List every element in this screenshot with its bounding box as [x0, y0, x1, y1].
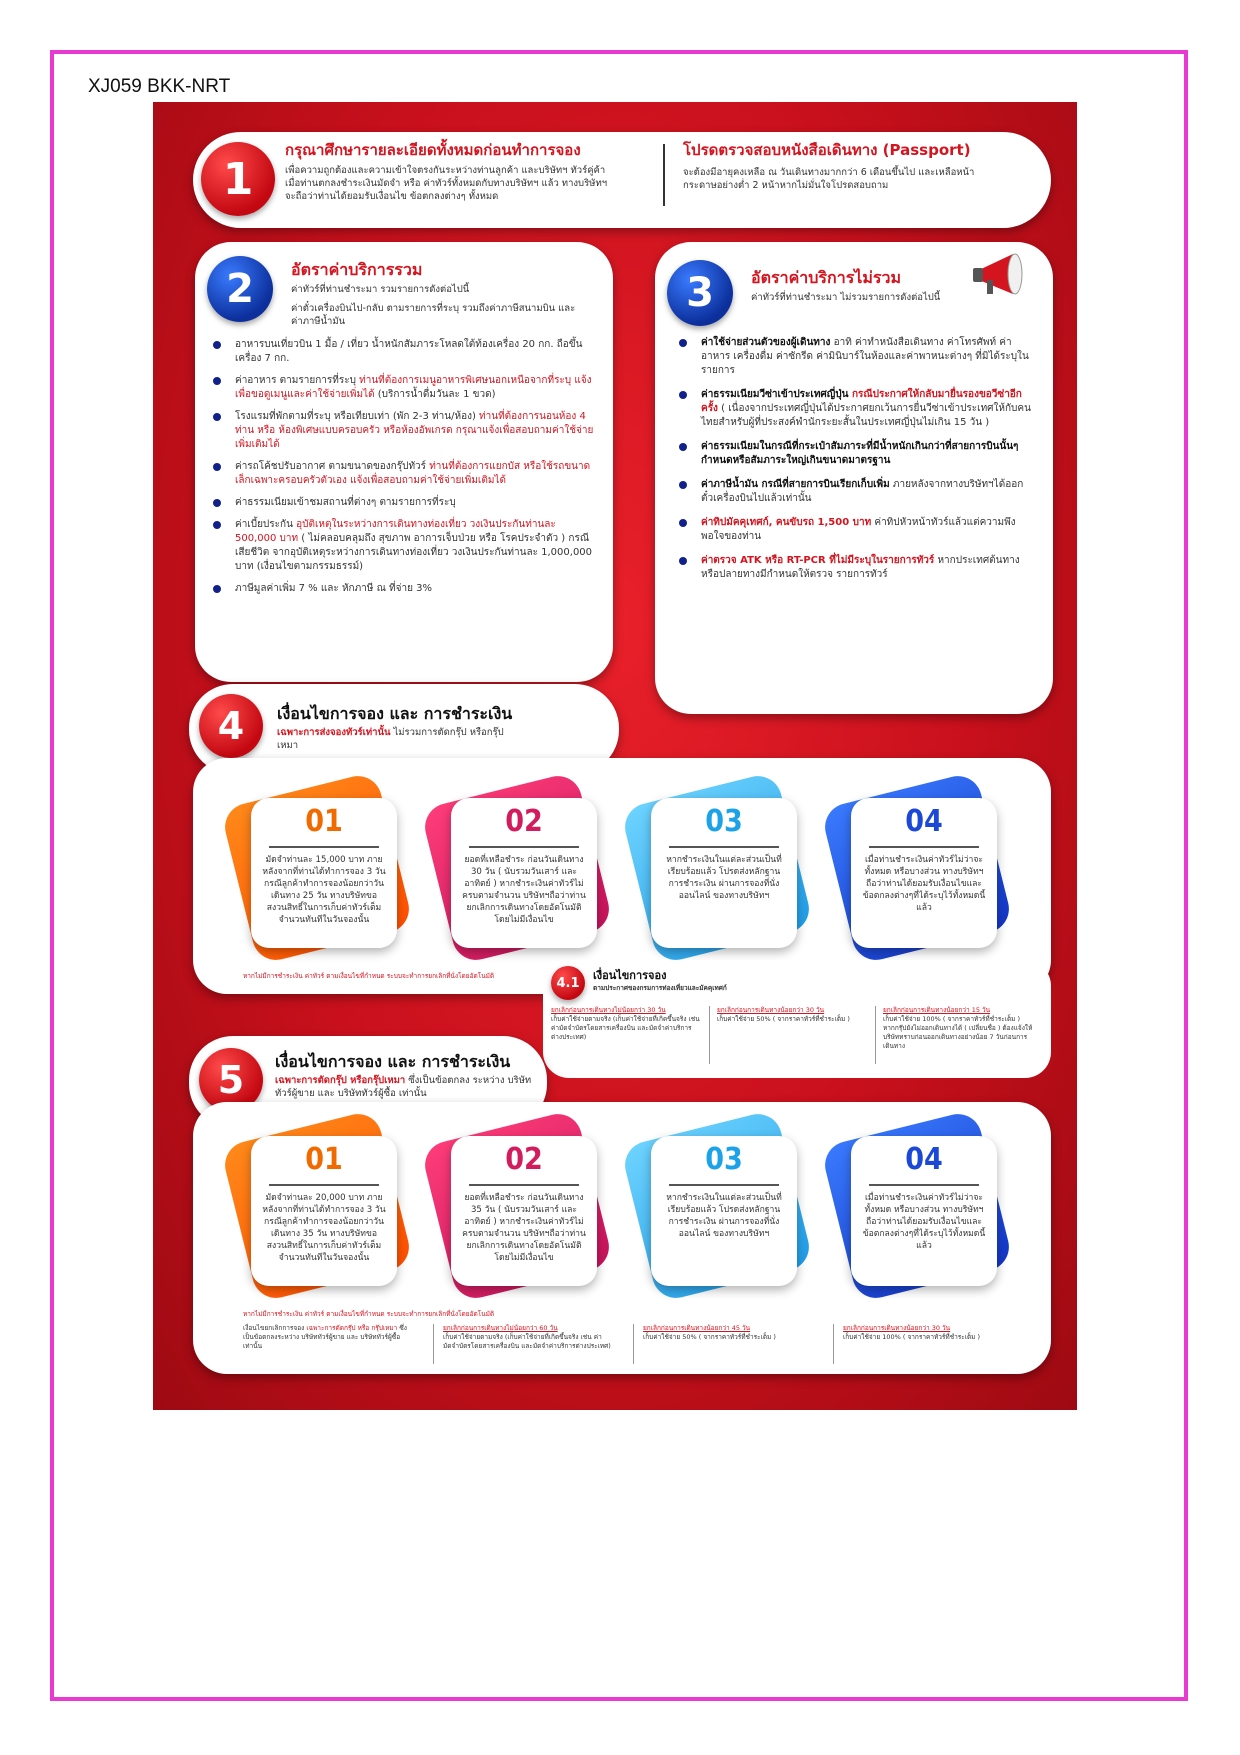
- section-1-card: [193, 132, 1051, 228]
- section-2-card: [195, 242, 613, 682]
- section-3-card: [655, 242, 1053, 714]
- step-card-face: [251, 1136, 397, 1286]
- section-5-subtitle-red: เฉพาะการตัดกรุ๊ป หรือกรุ๊ปเหมา: [275, 1075, 406, 1086]
- cancellation-term: [883, 1006, 1033, 1051]
- step-card-04: [851, 1136, 997, 1286]
- included-item: [209, 338, 599, 366]
- section-5-footnote-text: หากไม่มีการชำระเงิน ค่าทัวร์ ตามเงื่อนไขที่กำหนด ระบบจะทำการยกเลิกที่นั่งโดยอัตโนมัติ: [243, 1310, 495, 1318]
- step-number: 03: [705, 804, 743, 839]
- step-card-face: [851, 1136, 997, 1286]
- section-4-1-number: 4.1: [551, 966, 585, 1000]
- included-item-tail: (บริการน้ำดื่มวันละ 1 ขวด): [374, 389, 496, 400]
- excluded-item-note: ค่าทิปมัคคุเทศก์, คนขับรถ 1,500 บาท: [701, 517, 872, 528]
- step-divider: [669, 846, 779, 848]
- section-5-footnote: [243, 1310, 583, 1319]
- step-number: 04: [905, 804, 943, 839]
- excluded-item-text: ภายหลังจากทางบริษัทฯได้ออกตั๋วเครื่องบินไปแล้วเท่านั้น: [701, 479, 1024, 504]
- included-item-tail: ( ไม่คลอบคลุมถึง สุขภาพ อาการเจ็บป่วย หรือ โรคประจำตัว ) กรณีเสียชีวิต จากอุบัติเหตุระหว่างการเดินทางท่องเที่ยว วงเงินประกันท่านละ 1,000,000 บาท (เงื่อนไขตามกรรมธรรม์): [235, 533, 593, 572]
- step-number: 04: [905, 1142, 943, 1177]
- column-divider: [709, 1006, 710, 1064]
- section-5-subtitle-tail: ซึ่งเป็นข้อตกลง ระหว่าง บริษัททัวร์ผู้ขาย และ บริษัททัวร์ผู้ซื้อ เท่านั้น: [275, 1075, 532, 1099]
- excluded-item: [675, 440, 1035, 468]
- included-item-text: อาหารบนเที่ยวบิน 1 มื้อ / เที่ยว น้ำหนักสัมภาระโหลดใต้ท้องเครื่อง 20 กก. ถือขึ้นเครื่อง 7 กก.: [235, 339, 583, 364]
- step-card-face: [451, 1136, 597, 1286]
- step-number: 02: [505, 1142, 543, 1177]
- step-card-face: [251, 798, 397, 948]
- step-card-face: [651, 798, 797, 948]
- conditions-poster: [153, 102, 1077, 1410]
- included-item-text: ค่าเบี้ยประกัน: [235, 519, 297, 530]
- excluded-item-text: อาทิ ค่าทำหนังสือเดินทาง ค่าโทรศัพท์ ค่าอาหาร เครื่องดื่ม ค่าซักรีด ค่ามินิบาร์ในห้องและค่าพาหนะต่างๆ ที่มิได้ระบุในรายการ: [701, 337, 1029, 376]
- step-card-03: [651, 798, 797, 948]
- section-2-subtitle: ค่าทัวร์ที่ท่านชำระมา รวมรายการดังต่อไปนี้: [291, 284, 470, 295]
- group-term-text: เก็บค่าใช้จ่ายตามจริง (เก็บค่าใช้จ่ายที่เกิดขึ้นจริง เช่น ค่ามัดจำบัตรโดยสารเครื่องบิน และมัดจำค่าบริการต่างประเทศ): [443, 1333, 611, 1350]
- column-divider: [875, 1006, 876, 1064]
- group-term-text: เงื่อนไขยกเลิกการจอง: [243, 1324, 307, 1332]
- excluded-item-text: ค่าทิปหัวหน้าทัวร์แล้วแต่ความพึงพอใจของท่าน: [701, 517, 1016, 542]
- section-2-title: อัตราค่าบริการรวม: [291, 260, 423, 279]
- column-divider: [833, 1324, 834, 1364]
- step-description: ยอดที่เหลือชำระ ก่อนวันเดินทาง 35 วัน ( นับรวมวันเสาร์ และ อาทิตย์ ) หากชำระเงินค่าทัวร์ไม่ครบตามจำนวน บริษัทฯถือว่าท่านยกเลิกการเดินทางโดยอัตโนมัติ โดยไม่มีเงื่อนไข: [462, 1193, 586, 1263]
- section-4-1-subtitle: ตามประกาศของกรมการท่องเที่ยวและมัคคุเทศก์: [593, 984, 727, 992]
- included-item: [209, 518, 599, 574]
- excluded-item-heading: ค่าธรรมเนียมในกรณีที่กระเป๋าสัมภาระที่มีน้ำหนักเกินกว่าที่สายการบินนั้นๆกำหนดหรือสัมภาระใหญ่เกินขนาดมาตรฐาน: [701, 441, 1019, 466]
- excluded-item-note: ค่าตรวจ ATK หรือ RT-PCR ที่ไม่มีระบุในรายการทัวร์: [701, 555, 935, 566]
- section-4-card: [193, 758, 1051, 994]
- section-4-subtitle: [277, 726, 517, 752]
- step-card-face: [451, 798, 597, 948]
- step-card-face: [851, 798, 997, 948]
- step-card-04: [851, 798, 997, 948]
- step-number: 02: [505, 804, 543, 839]
- step-card-face: [651, 1136, 797, 1286]
- group-term-note: เฉพาะการตัดกรุ๊ป หรือ กรุ๊ปเหมา: [306, 1324, 398, 1332]
- group-cancellation-term: [443, 1324, 613, 1351]
- included-item-note: อุบัติเหตุในระหว่างการเดินทางท่องเที่ยว วงเงินประกันท่านละ 500,000 บาท: [235, 519, 556, 544]
- group-cancellation-term: [643, 1324, 813, 1342]
- excluded-item-heading: ค่าภาษีน้ำมัน กรณีที่สายการบินเรียกเก็บเพิ่ม: [701, 479, 890, 490]
- group-term-period: ยกเลิกก่อนการเดินทางไม่น้อยกว่า 60 วัน: [443, 1324, 558, 1332]
- section-1-divider: [663, 144, 665, 206]
- section-3-number: 3: [667, 260, 733, 326]
- step-description: หากชำระเงินในแต่ละส่วนเป็นที่เรียบร้อยแล้ว โปรดส่งหลักฐานการชำระเงิน ผ่านการจองที่นั่ง ออนไลน์ ของทางบริษัทฯ: [666, 855, 782, 901]
- section-4-1-card: [543, 960, 1051, 1078]
- included-item: [209, 496, 599, 510]
- column-divider: [433, 1324, 434, 1364]
- step-divider: [869, 846, 979, 848]
- section-4-subtitle-tail: ไม่รวมการตัดกรุ๊ป หรือกรุ๊ปเหมา: [277, 727, 504, 751]
- step-description: ยอดที่เหลือชำระ ก่อนวันเดินทาง 30 วัน ( นับรวมวันเสาร์ และ อาทิตย์ ) หากชำระเงินค่าทัวร์ไม่ครบตามจำนวน บริษัทฯถือว่าท่านยกเลิกการเดินทางโดยอัตโนมัติ โดยไม่มีเงื่อนไข: [462, 855, 586, 925]
- excluded-item: [675, 336, 1035, 378]
- section-3-title: อัตราค่าบริการไม่รวม: [751, 268, 901, 287]
- included-item: [209, 410, 599, 452]
- excluded-item: [675, 554, 1035, 582]
- cancellation-term-fee: เก็บค่าใช้จ่ายตามจริง (เก็บค่าใช้จ่ายที่เกิดขึ้นจริง เช่น ค่ามัดจำบัตรโดยสารเครื่องบิน และมัดจำค่าบริการต่างประเทศ): [551, 1015, 700, 1041]
- step-divider: [669, 1184, 779, 1186]
- included-item-text: ค่าธรรมเนียมเข้าชมสถานที่ต่างๆ ตามรายการที่ระบุ: [235, 497, 456, 508]
- included-item-text: ค่ารถโค้ชปรับอากาศ ตามขนาดของกรุ๊ปทัวร์: [235, 461, 430, 472]
- passport-body: จะต้องมีอายุคงเหลือ ณ วันเดินทางมากกว่า 6 เดือนขึ้นไป และเหลือหน้ากระดาษอย่างต่ำ 2 หน้าหากไม่มั่นใจโปรดสอบถาม: [683, 167, 975, 191]
- step-card-03: [651, 1136, 797, 1286]
- cancellation-term-period: ยกเลิกก่อนการเดินทางน้อยกว่า 30 วัน: [717, 1006, 825, 1014]
- megaphone-icon: [973, 248, 1037, 300]
- excluded-item-text: ( เนื่องจากประเทศญี่ปุ่นได้ประกาศยกเว้นการยื่นวีซ่าเข้าประเทศให้กับคนไทยสำหรับผู้ที่ประสงค์พำนักระยะสั้นในประเทศญี่ปุ่นไม่เกิน 15 วัน ): [701, 403, 1031, 428]
- step-number: 01: [305, 804, 343, 839]
- section-4-number: 4: [199, 694, 263, 758]
- group-term-text: เก็บค่าใช้จ่าย 100% ( จากราคาทัวร์ที่ชำระเต็ม ): [843, 1333, 981, 1341]
- section-5-subtitle: [275, 1074, 535, 1100]
- included-item-note: ท่านที่ต้องการเมนูอาหารพิเศษนอกเหนือจากที่ระบุ แจ้งเพื่อขอดูเมนูและค่าใช้จ่ายเพิ่มได้: [235, 375, 592, 400]
- step-divider: [469, 846, 579, 848]
- step-description: เมื่อท่านชำระเงินค่าทัวร์ไม่ว่าจะทั้งหมด หรือบางส่วน ทางบริษัทฯถือว่าท่านได้ยอมรับเงื่อนไขและข้อตกลงต่างๆที่ได้ระบุไว้ทั้งหมดนี้แล้ว: [862, 855, 986, 913]
- group-term-text: เก็บค่าใช้จ่าย 50% ( จากราคาทัวร์ที่ชำระเต็ม ): [643, 1333, 776, 1341]
- step-divider: [869, 1184, 979, 1186]
- section-4-subtitle-red: เฉพาะการส่งจองทัวร์เท่านั้น: [277, 727, 391, 738]
- step-description: มัดจำท่านละ 20,000 บาท ภายหลังจากที่ท่านได้ทำการจอง 3 วัน กรณีลูกค้าทำการจองน้อยกว่าวันเดินทาง 35 วัน ทางบริษัทขอสงวนสิทธิ์ในการเก็บค่าทัวร์เต็มจำนวนทันทีในวันจองนั้น: [262, 1193, 386, 1263]
- step-number: 03: [705, 1142, 743, 1177]
- included-item-text: ค่าอาหาร ตามรายการที่ระบุ: [235, 375, 360, 386]
- step-card-01: [251, 1136, 397, 1286]
- section-1-body: เพื่อความถูกต้องและความเข้าใจตรงกันระหว่างท่านลูกค้า และบริษัทฯ ทัวร์คู่ค้า เมื่อท่านตกลงชำระเงินมัดจำ หรือ ค่าทัวร์ทั้งหมดกับทางบริษัทฯ แล้ว ทางบริษัทฯ จะถือว่าท่านได้ยอมรับเงื่อนไข ข้อตกลงต่างๆ ทั้งหมด: [285, 165, 608, 202]
- section-4-title: เงื่อนไขการจอง และ การชำระเงิน: [277, 704, 513, 723]
- section-1-title: กรุณาศึกษารายละเอียดทั้งหมดก่อนทำการจอง: [285, 141, 581, 159]
- excluded-item-heading: ค่าใช้จ่ายส่วนตัวของผู้เดินทาง: [701, 337, 831, 348]
- section-5-card: [193, 1102, 1051, 1374]
- passport-title: โปรดตรวจสอบหนังสือเดินทาง (Passport): [683, 141, 971, 159]
- section-4-1-title: เงื่อนไขการจอง: [593, 969, 667, 982]
- group-term-period: ยกเลิกก่อนการเดินทางน้อยกว่า 45 วัน: [643, 1324, 751, 1332]
- excluded-item-heading: ค่าธรรมเนียมวีซ่าเข้าประเทศญี่ปุ่น: [701, 389, 852, 400]
- step-divider: [269, 846, 379, 848]
- step-card-02: [451, 798, 597, 948]
- excluded-item: [675, 478, 1035, 506]
- cancellation-term-fee: เก็บค่าใช้จ่าย 100% ( จากราคาทัวร์ที่ชำระเต็ม ) หากกรุ๊ปยังไม่ออกเดินทางได้ ( เปลี่ยนชื่อ ) ต้องแจ้งให้บริษัททราบก่อนออกเดินทางอย่างน้อย 7 วันก่อนการเดินทาง: [883, 1015, 1033, 1050]
- section-4-footnote: [243, 972, 583, 981]
- column-divider: [633, 1324, 634, 1364]
- included-item-text: โรงแรมที่พักตามที่ระบุ หรือเทียบเท่า (พัก 2-3 ท่าน/ห้อง): [235, 411, 480, 422]
- step-divider: [269, 1184, 379, 1186]
- excluded-item-note: กรณีประกาศให้กลับมายื่นรองขอวีซ่าอีกครั้ง: [701, 389, 1022, 414]
- group-cancellation-term: [243, 1324, 413, 1351]
- cancellation-term-period: ยกเลิกก่อนการเดินทางไม่น้อยกว่า 30 วัน: [551, 1006, 666, 1014]
- step-divider: [469, 1184, 579, 1186]
- section-2-number: 2: [207, 256, 273, 322]
- included-items-list: [209, 338, 599, 604]
- section-5-number: 5: [199, 1048, 263, 1112]
- cancellation-term-fee: เก็บค่าใช้จ่าย 50% ( จากราคาทัวร์ที่ชำระเต็ม ): [717, 1015, 850, 1023]
- tour-code: XJ059 BKK-NRT: [88, 76, 231, 97]
- excluded-items-list: [675, 336, 1035, 592]
- section-3-subtitle: ค่าทัวร์ที่ท่านชำระมา ไม่รวมรายการดังต่อไปนี้: [751, 292, 941, 303]
- included-item-note: ท่านที่ต้องการนอนห้อง 4 ท่าน หรือ ห้องพิเศษแบบครอบครัว หรือห้องอัพเกรด กรุณาแจ้งเพื่อสอบถามค่าใช้จ่ายเพิ่มเติมได้: [235, 411, 594, 450]
- step-description: มัดจำท่านละ 15,000 บาท ภายหลังจากที่ท่านได้ทำการจอง 3 วัน กรณีลูกค้าทำการจองน้อยกว่าวันเดินทาง 25 วัน ทางบริษัทขอสงวนสิทธิ์ในการเก็บค่าทัวร์เต็มจำนวนทันทีในวันจองนั้น: [262, 855, 386, 925]
- section-2-flight-note: ค่าตั๋วเครื่องบินไป-กลับ ตามรายการที่ระบุ รวมถึงค่าภาษีสนามบิน และค่าภาษีน้ำมัน: [291, 303, 576, 327]
- group-term-tail: ซึ่งเป็นข้อตกลงระหว่าง บริษัททัวร์ผู้ขาย และ บริษัททัวร์ผู้ซื้อ เท่านั้น: [243, 1324, 407, 1350]
- step-description: หากชำระเงินในแต่ละส่วนเป็นที่เรียบร้อยแล้ว โปรดส่งหลักฐานการชำระเงิน ผ่านการจองที่นั่ง ออนไลน์ ของทางบริษัทฯ: [666, 1193, 782, 1239]
- step-number: 01: [305, 1142, 343, 1177]
- section-4-footnote-text: หากไม่มีการชำระเงิน ค่าทัวร์ ตามเงื่อนไขที่กำหนด ระบบจะทำการยกเลิกที่นั่งโดยอัตโนมัติ: [243, 972, 495, 980]
- included-item: [209, 460, 599, 488]
- cancellation-term-period: ยกเลิกก่อนการเดินทางน้อยกว่า 15 วัน: [883, 1006, 991, 1014]
- section-5-title: เงื่อนไขการจอง และ การชำระเงิน: [275, 1052, 511, 1071]
- included-item: [209, 582, 599, 596]
- group-term-period: ยกเลิกก่อนการเดินทางน้อยกว่า 30 วัน: [843, 1324, 951, 1332]
- step-card-01: [251, 798, 397, 948]
- excluded-item: [675, 388, 1035, 430]
- section-1-number: 1: [201, 142, 275, 216]
- included-item-text: ภาษีมูลค่าเพิ่ม 7 % และ หักภาษี ณ ที่จ่าย 3%: [235, 583, 432, 594]
- step-card-02: [451, 1136, 597, 1286]
- excluded-item: [675, 516, 1035, 544]
- included-item-note: ท่านที่ต้องการแยกบัส หรือใช้รถขนาดเล็กเฉพาะครอบครัวตัวเอง แจ้งเพื่อสอบถามค่าใช้จ่ายเพิ่มเติมได้: [235, 461, 591, 486]
- included-item: [209, 374, 599, 402]
- excluded-item-text: หากประเทศต้นทางหรือปลายทางมีกำหนดให้ตรวจ รายการทัวร์: [701, 555, 1020, 580]
- cancellation-term: [551, 1006, 701, 1042]
- group-cancellation-term: [843, 1324, 1013, 1342]
- step-description: เมื่อท่านชำระเงินค่าทัวร์ไม่ว่าจะทั้งหมด หรือบางส่วน ทางบริษัทฯถือว่าท่านได้ยอมรับเงื่อนไขและข้อตกลงต่างๆที่ได้ระบุไว้ทั้งหมดนี้แล้ว: [862, 1193, 986, 1251]
- cancellation-term: [717, 1006, 867, 1024]
